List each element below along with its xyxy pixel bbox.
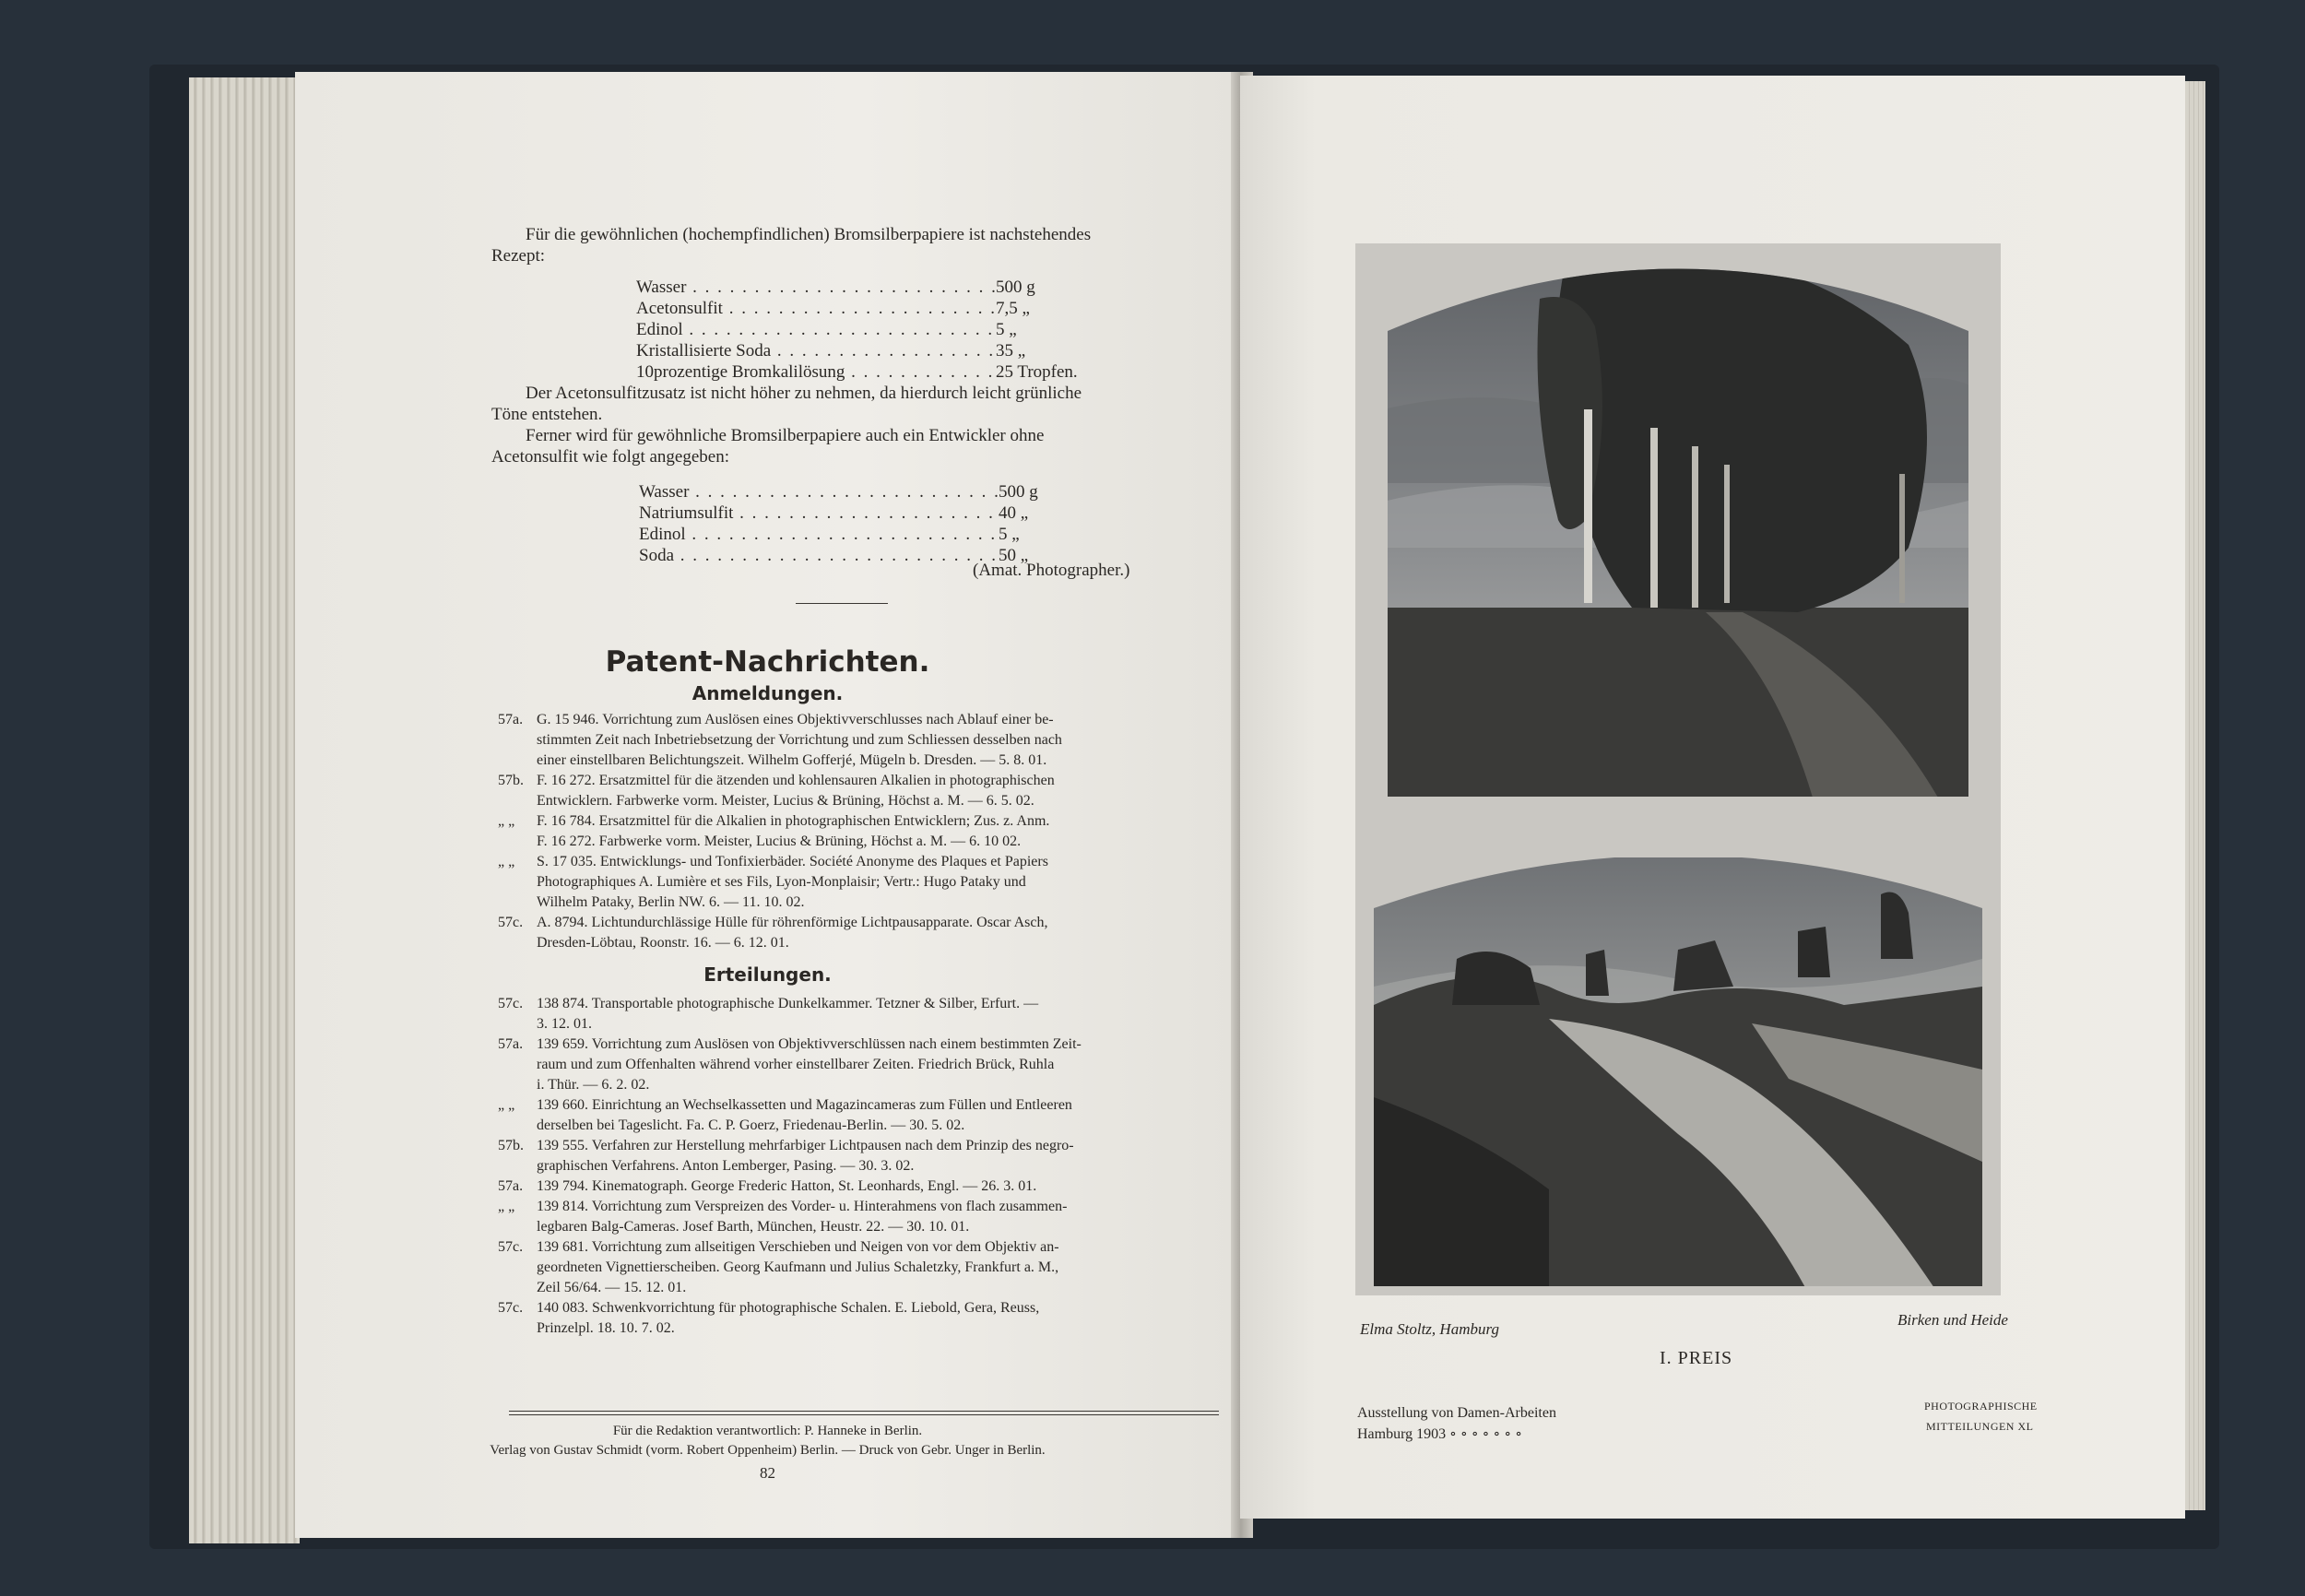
recipe-line xyxy=(636,298,1097,319)
photo-birches xyxy=(1355,243,2001,810)
recipe-line xyxy=(636,319,1097,340)
class-code: 57c. xyxy=(498,996,524,1011)
ingredient-name: Wasser . . . xyxy=(636,277,996,298)
ingredient-amount: 500 g xyxy=(996,278,1035,297)
patent-heading: Patent-Nachrichten. xyxy=(605,645,930,679)
list-item xyxy=(498,1095,1217,1136)
recipe-line xyxy=(639,481,1100,502)
para-3-line-1: Ferner wird für gewöhnliche Bromsilberpapiere auch ein Entwickler ohne xyxy=(526,426,1045,445)
class-code: 57c. xyxy=(498,1300,524,1316)
ingredient-amount: 25 Tropfen. xyxy=(996,362,1078,382)
footer-rule-top xyxy=(509,1411,1219,1412)
entry-line: Photographiques A. Lumière et ses Fils, Lyon-Monplaisir; Vertr.: Hugo Pataky und xyxy=(537,874,1026,890)
list-item xyxy=(498,852,1217,913)
recipe-line xyxy=(636,361,1097,383)
ingredient-name: Acetonsulfit . . . xyxy=(636,298,996,319)
entry-line: Entwicklern. Farbwerke vorm. Meister, Lucius & Brüning, Höchst a. M. — 6. 5. 02. xyxy=(537,793,1034,809)
prize-label: I. PREIS xyxy=(1660,1348,1733,1368)
ingredient-name: Edinol . . . xyxy=(636,319,996,340)
entry-line: Dresden-Löbtau, Roonstr. 16. — 6. 12. 01. xyxy=(537,935,789,951)
entry-line: einer einstellbaren Belichtungszeit. Wilhelm Gofferjé, Mügeln b. Dresden. — 5. 8. 01. xyxy=(537,752,1047,768)
anmeldungen-heading: Anmeldungen. xyxy=(692,682,844,704)
ingredient-amount: 35 „ xyxy=(996,341,1026,361)
ingredient-name: Kristallisierte Soda . . . xyxy=(636,340,996,361)
class-code: 57b. xyxy=(498,1138,524,1153)
footer-rule-bottom xyxy=(509,1414,1219,1415)
entry-line: legbaren Balg-Cameras. Josef Barth, München, Heustr. 22. — 30. 10. 01. xyxy=(537,1219,970,1235)
ingredient-name: Wasser . . . xyxy=(639,481,999,502)
recipe-1 xyxy=(636,277,1097,383)
list-item xyxy=(498,811,1217,852)
entry-line: 139 681. Vorrichtung zum allseitigen Verschieben und Neigen von vor dem Objektiv an- xyxy=(537,1239,1059,1255)
list-item xyxy=(498,994,1217,1034)
list-item xyxy=(498,913,1217,953)
class-code: „ „ xyxy=(498,854,515,869)
source-note: (Amat. Photographer.) xyxy=(973,561,1130,580)
list-item xyxy=(498,1176,1217,1197)
entry-line: A. 8794. Lichtundurchlässige Hülle für röhrenförmige Lichtpausapparate. Oscar Asch, xyxy=(537,915,1048,930)
entry-line: geordneten Vignettierscheiben. Georg Kaufmann und Julius Schaletzky, Frankfurt a. M., xyxy=(537,1259,1059,1275)
entry-line: F. 16 272. Ersatzmittel für die ätzenden und kohlensauren Alkalien in photographischen xyxy=(537,773,1055,788)
entry-line: G. 15 946. Vorrichtung zum Auslösen eines Objektivverschlusses nach Ablauf einer be- xyxy=(537,712,1054,727)
list-item xyxy=(498,1197,1217,1237)
erteilungen-heading: Erteilungen. xyxy=(703,964,832,986)
entry-line: raum und zum Offenhalten während vorher einstellbarer Zeiten. Friedrich Brück, Ruhla xyxy=(537,1057,1055,1072)
intro-line-2: Rezept: xyxy=(491,246,546,266)
para-2-line-1: Der Acetonsulfitzusatz ist nicht höher zu nehmen, da hierdurch leicht grünliche xyxy=(526,384,1082,403)
class-code: 57c. xyxy=(498,1239,524,1255)
heath-image xyxy=(1365,857,1992,1291)
recipe-line xyxy=(636,340,1097,361)
class-code: „ „ xyxy=(498,1097,515,1113)
ingredient-amount: 5 „ xyxy=(999,525,1020,544)
caption-title: Birken und Heide xyxy=(1897,1311,2008,1329)
ingredient-amount: 5 „ xyxy=(996,320,1017,339)
entry-line: Prinzelpl. 18. 10. 7. 02. xyxy=(537,1320,675,1336)
photo-heath xyxy=(1365,857,1992,1291)
list-item xyxy=(498,1298,1217,1339)
separator-rule xyxy=(796,603,888,604)
intro-line-1: Für die gewöhnlichen (hochempfindlichen) Bromsilberpapiere ist nachstehendes xyxy=(526,225,1092,244)
entry-line: 140 083. Schwenkvorrichtung für photographische Schalen. E. Liebold, Gera, Reuss, xyxy=(537,1300,1040,1316)
publication-line-2: MITTEILUNGEN XL xyxy=(1926,1420,2034,1433)
para-3-line-2: Acetonsulfit wie folgt angegeben: xyxy=(491,447,730,467)
footer-editor: Für die Redaktion verantwortlich: P. Hanneke in Berlin. xyxy=(612,1424,923,1438)
caption-photographer: Elma Stoltz, Hamburg xyxy=(1360,1320,1499,1338)
entry-line: i. Thür. — 6. 2. 02. xyxy=(537,1077,650,1093)
entry-line: Wilhelm Pataky, Berlin NW. 6. — 11. 10. 02. xyxy=(537,894,805,910)
class-code: 57a. xyxy=(498,1036,524,1052)
anmeldungen-list xyxy=(498,710,1217,953)
entry-line: stimmten Zeit nach Inbetriebsetzung der Vorrichtung und zum Schliessen desselben nach xyxy=(537,732,1062,748)
page-edges-left xyxy=(189,77,300,1543)
ingredient-name: Soda . . . xyxy=(639,545,999,566)
class-code: „ „ xyxy=(498,1199,515,1214)
class-code: „ „ xyxy=(498,813,515,829)
page-edges-right xyxy=(2185,81,2205,1510)
entry-line: Zeil 56/64. — 15. 12. 01. xyxy=(537,1280,687,1295)
birches-image xyxy=(1355,243,2001,810)
class-code: 57a. xyxy=(498,712,524,727)
exhibition-line-1: Ausstellung von Damen-Arbeiten xyxy=(1357,1405,1556,1421)
ingredient-amount: 50 „ xyxy=(999,546,1029,565)
ingredient-amount: 500 g xyxy=(999,482,1038,502)
recipe-line xyxy=(636,277,1097,298)
list-item xyxy=(498,1237,1217,1298)
class-code: 57a. xyxy=(498,1178,524,1194)
left-page xyxy=(295,72,1240,1538)
entry-line: 139 794. Kinematograph. George Frederic Hatton, St. Leonhards, Engl. — 26. 3. 01. xyxy=(537,1178,1037,1194)
list-item xyxy=(498,710,1217,771)
entry-line: 139 555. Verfahren zur Herstellung mehrfarbiger Lichtpausen nach dem Prinzip des negro- xyxy=(537,1138,1074,1153)
ingredient-name: Edinol . . . xyxy=(639,524,999,545)
entry-line: F. 16 784. Ersatzmittel für die Alkalien in photographischen Entwicklern; Zus. z. Anm. xyxy=(537,813,1050,829)
ingredient-name: 10prozentige Bromkalilösung . . . xyxy=(636,361,996,383)
entry-line: F. 16 272. Farbwerke vorm. Meister, Lucius & Brüning, Höchst a. M. — 6. 10 02. xyxy=(537,833,1022,849)
entry-line: S. 17 035. Entwicklungs- und Tonfixierbäder. Société Anonyme des Plaques et Papiers xyxy=(537,854,1048,869)
recipe-line xyxy=(639,524,1100,545)
class-code: 57c. xyxy=(498,915,524,930)
list-item xyxy=(498,1136,1217,1176)
class-code: 57b. xyxy=(498,773,524,788)
entry-line: graphischen Verfahrens. Anton Lemberger, Pasing. — 30. 3. 02. xyxy=(537,1158,915,1174)
list-item xyxy=(498,1034,1217,1095)
ingredient-amount: 7,5 „ xyxy=(996,299,1030,318)
erteilungen-list xyxy=(498,994,1217,1339)
ingredient-amount: 40 „ xyxy=(999,503,1029,523)
recipe-line xyxy=(639,502,1100,524)
page-number: 82 xyxy=(760,1464,775,1482)
right-page xyxy=(1240,76,2185,1519)
list-item xyxy=(498,771,1217,811)
recipe-2 xyxy=(639,481,1100,566)
entry-line: 139 659. Vorrichtung zum Auslösen von Objektivverschlüssen nach einem bestimmten Zeit- xyxy=(537,1036,1082,1052)
entry-line: 138 874. Transportable photographische Dunkelkammer. Tetzner & Silber, Erfurt. — xyxy=(537,996,1039,1011)
footer-publisher: Verlag von Gustav Schmidt (vorm. Robert Oppenheim) Berlin. — Druck von Gebr. Unger in Berlin. xyxy=(490,1443,1046,1458)
entry-line: derselben bei Tageslicht. Fa. C. P. Goerz, Friedenau-Berlin. — 30. 5. 02. xyxy=(537,1117,965,1133)
exhibition-line-2: Hamburg 1903 ∘ ∘ ∘ ∘ ∘ ∘ ∘ xyxy=(1357,1426,1523,1442)
entry-line: 3. 12. 01. xyxy=(537,1016,592,1032)
entry-line: 139 814. Vorrichtung zum Verspreizen des Vorder- u. Hinterahmens von flach zusammen- xyxy=(537,1199,1068,1214)
ingredient-name: Natriumsulfit . . . xyxy=(639,502,999,524)
entry-line: 139 660. Einrichtung an Wechselkassetten und Magazincameras zum Füllen und Entleeren xyxy=(537,1097,1072,1113)
publication-line-1: PHOTOGRAPHISCHE xyxy=(1924,1400,2038,1413)
para-2-line-2: Töne entstehen. xyxy=(491,405,603,424)
